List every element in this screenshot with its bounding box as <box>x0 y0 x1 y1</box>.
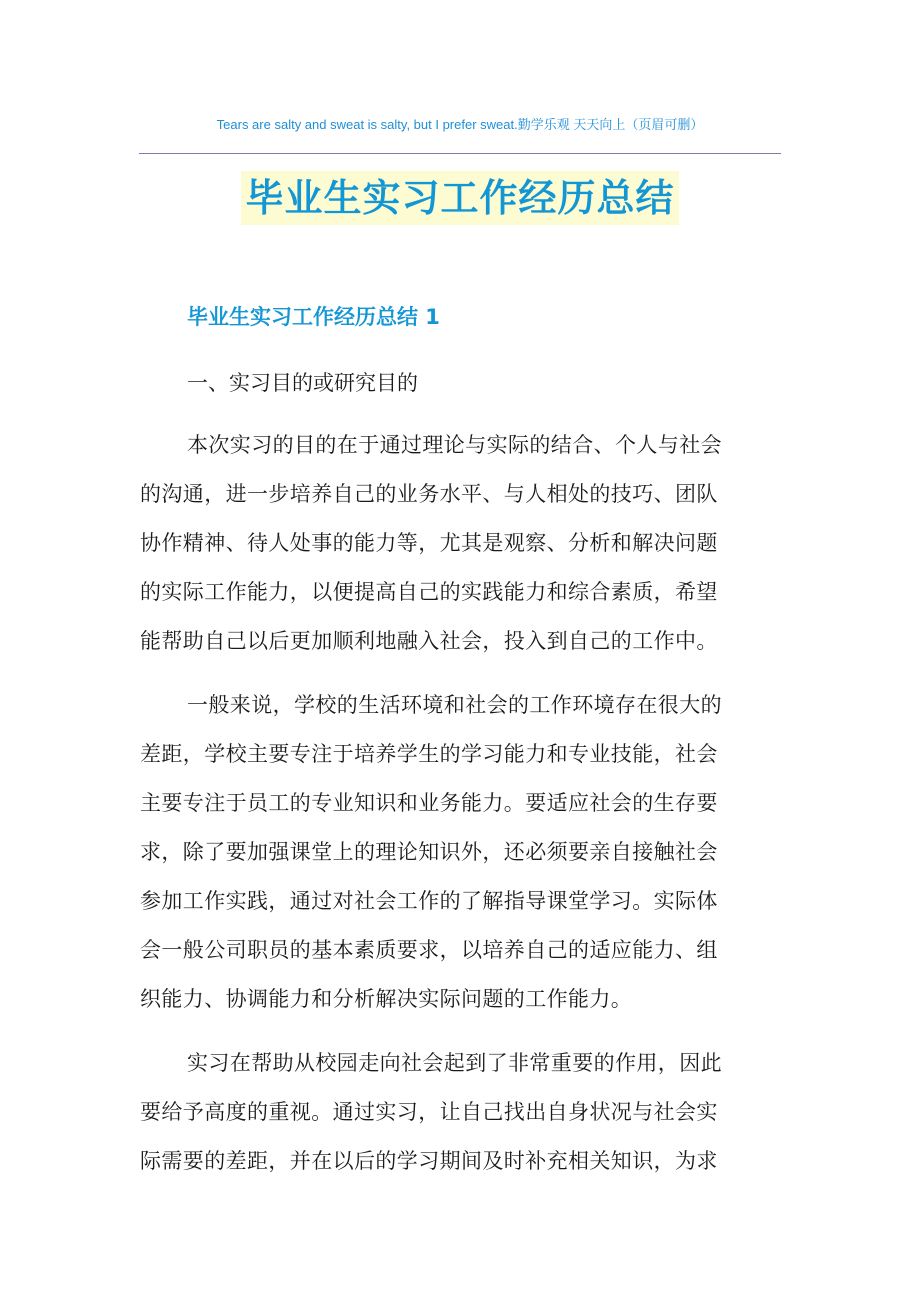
paragraph-line: 的实际工作能力，以便提高自己的实践能力和综合素质，希望 <box>140 580 718 604</box>
paragraph-line: 差距，学校主要专注于培养学生的学习能力和专业技能，社会 <box>140 742 718 766</box>
paragraph-line: 会一般公司职员的基本素质要求，以培养自己的适应能力、组 <box>140 938 718 962</box>
paragraph <box>140 681 780 1024</box>
paragraph-line: 的沟通，进一步培养自己的业务水平、与人相处的技巧、团队 <box>140 482 718 506</box>
title-wrapper <box>0 171 920 225</box>
paragraph-line: 参加工作实践，通过对社会工作的了解指导课堂学习。实际体 <box>140 889 718 913</box>
document-title: 毕业生实习工作经历总结 <box>241 171 678 225</box>
paragraph-line: 实习在帮助从校园走向社会起到了非常重要的作用，因此 <box>187 1051 722 1075</box>
subheading: 一、实习目的或研究目的 <box>187 371 418 395</box>
header-divider <box>139 153 781 154</box>
section-heading: 毕业生实习工作经历总结 1 <box>187 305 440 329</box>
paragraph-line: 主要专注于员工的专业知识和业务能力。要适应社会的生存要 <box>140 791 718 815</box>
paragraph <box>140 421 780 666</box>
paragraph <box>140 1039 780 1186</box>
paragraph-line: 能帮助自己以后更加顺利地融入社会，投入到自己的工作中。 <box>140 629 718 653</box>
paragraph-line: 一般来说，学校的生活环境和社会的工作环境存在很大的 <box>187 693 722 717</box>
paragraph-line: 求，除了要加强课堂上的理论知识外，还必须要亲自接触社会 <box>140 840 718 864</box>
paragraph-line: 际需要的差距，并在以后的学习期间及时补充相关知识，为求 <box>140 1149 718 1173</box>
paragraph-line: 织能力、协调能力和分析解决实际问题的工作能力。 <box>140 987 633 1011</box>
paragraph-line: 协作精神、待人处事的能力等，尤其是观察、分析和解决问题 <box>140 531 718 555</box>
paragraph-line: 要给予高度的重视。通过实习，让自己找出自身状况与社会实 <box>140 1100 718 1124</box>
page-header: Tears are salty and sweat is salty, but I prefer sweat.勤学乐观 天天向上（页眉可删） <box>216 117 704 132</box>
paragraph-line: 本次实习的目的在于通过理论与实际的结合、个人与社会 <box>187 433 722 457</box>
